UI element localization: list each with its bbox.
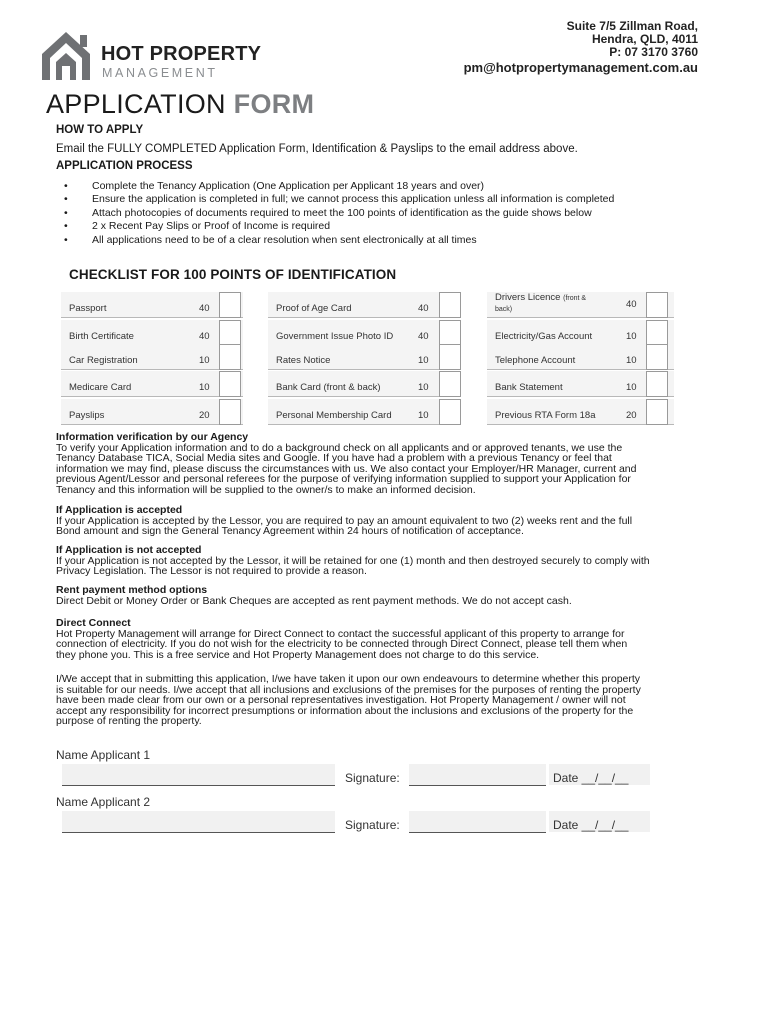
text-line: I/We accept that in submitting this application, I/we have taken it upon our own endeavours to determine whether this property [56,673,641,685]
text-line: previous Agent/Lessor and personal referees for the purpose of verifying information supplied to support your Application for [56,473,631,486]
list-item: • Ensure the application is completed in full; we cannot process this application unless all information is completed [64,193,744,206]
id-document-label [495,293,586,315]
checklist-row [268,320,460,346]
address-line-2: Hendra, QLD, 4011 [591,32,698,46]
verification-heading: Information verification by our Agency [56,431,249,443]
id-document-label: Payslips [69,410,105,421]
verification-section [56,432,720,496]
id-document-note: (front & [563,295,587,302]
text-line: information we may find, please discuss the circumstances with us. We also contact your Employer/HR Manager, current and [56,462,637,475]
checklist-row [268,399,460,425]
text-line: is suitable for our needs. I/we accept that all inclusions and exclusions of the premises for the purposes of renting the property [56,683,641,696]
text-line: Tenancy and this information will be supplied to the owner/s to make an informed decision. [56,483,476,496]
applicant-2-signature-field[interactable] [409,811,546,833]
direct-connect-section [56,618,720,660]
id-document-name: Drivers Licence [495,292,561,303]
id-points: 40 [418,331,429,342]
page-title [46,89,314,120]
id-document-label: Proof of Age Card [276,303,352,314]
process-list [64,180,744,247]
tick-checkbox[interactable] [439,292,461,318]
checklist-row [487,371,674,397]
title-part-1: APPLICATION [46,89,234,119]
checklist-row [268,292,460,318]
id-document-label: Medicare Card [69,382,132,393]
text-line: connection of electricity. If you do not wish for the electricity to be connected through Direct Connect, please tell them when [56,638,628,651]
id-points: 10 [418,382,429,393]
checklist-row [487,320,674,346]
list-item: • 2 x Recent Pay Slips or Proof of Income is required [64,220,744,233]
applicant-1-label: Name Applicant 1 [56,748,151,762]
house-logo-icon [42,30,96,80]
id-points: 10 [626,331,637,342]
checklist-row [487,344,674,370]
tick-checkbox[interactable] [646,371,668,397]
text-line: they phone you. This is a free service and Hot Property Management does not charge to do this service. [56,648,540,661]
id-document-label: Bank Statement [495,382,563,393]
id-points: 10 [418,410,429,421]
id-document-label: Electricity/Gas Account [495,331,593,342]
id-document-label: Car Registration [69,355,138,366]
checklist-row [487,399,674,425]
accepted-section [56,505,720,537]
checklist-row [268,344,460,370]
text-line: If your Application is not accepted by the Lessor, it will be retained for one (1) month and then destroyed securely to comply with [56,554,650,567]
id-document-label: Previous RTA Form 18a [495,410,596,421]
id-points: 10 [199,355,210,366]
id-points: 10 [626,355,637,366]
tick-checkbox[interactable] [439,399,461,425]
text-line: purpose of renting the property. [56,715,202,728]
date-label: Date __/__/__ [553,771,629,785]
phone-number: P: 07 3170 3760 [609,45,698,59]
text-line: To verify your Application information and to do a background check on all applicants and or approved tenants, we use the [56,441,623,454]
tick-checkbox[interactable] [219,292,241,318]
id-points: 40 [626,299,637,310]
text-line: have been made clear from our own or a personal representatives investigation. Hot Property Management / owner will not [56,694,626,707]
id-points: 20 [199,410,210,421]
declaration-section [56,674,720,727]
text-line: Hot Property Management will arrange for Direct Connect to contact the successful applicant of this property to arrange for [56,627,625,640]
checklist-row [61,399,243,425]
checklist-row [61,371,243,397]
signature-label: Signature: [345,818,400,832]
how-to-apply-heading: HOW TO APPLY [56,124,144,136]
title-part-2: FORM [233,89,315,119]
tick-checkbox[interactable] [219,371,241,397]
id-document-note-2: back) [495,306,513,313]
id-points: 20 [626,410,637,421]
tick-checkbox[interactable] [646,292,668,318]
brand-name: HOT PROPERTY [101,43,262,65]
checklist-row [61,344,243,370]
rent-payment-heading: Rent payment method options [56,584,208,596]
rent-payment-section [56,585,720,606]
email-address[interactable]: pm@hotpropertymanagement.com.au [463,60,698,75]
list-item: • All applications need to be of a clear resolution when sent electronically at all times [64,234,744,247]
how-to-apply-text: Email the FULLY COMPLETED Application Form, Identification & Payslips to the email address above. [56,143,578,155]
checklist-row [61,320,243,346]
list-item: • Complete the Tenancy Application (One Application per Applicant 18 years and over) [64,180,744,193]
tick-checkbox[interactable] [219,399,241,425]
id-points: 10 [199,382,210,393]
application-process-heading: APPLICATION PROCESS [56,160,193,172]
date-label: Date __/__/__ [553,818,629,832]
applicant-1-name-field[interactable] [62,764,335,786]
list-item: • Attach photocopies of documents required to meet the 100 points of identification as the guide shows below [64,207,744,220]
id-points: 40 [199,331,210,342]
id-points: 40 [199,303,210,314]
tick-checkbox[interactable] [439,320,461,346]
tick-checkbox[interactable] [439,371,461,397]
id-document-label: Personal Membership Card [276,410,392,421]
id-document-label: Birth Certificate [69,331,134,342]
text-line: Bond amount and sign the General Tenancy Agreement within 24 hours of notification of acceptance. [56,525,524,538]
text-line: Direct Debit or Money Order or Bank Cheques are accepted as rent payment methods. We do not accept cash. [56,594,572,607]
id-document-label: Telephone Account [495,355,576,366]
signature-label: Signature: [345,771,400,785]
checklist-row [61,292,243,318]
not-accepted-heading: If Application is not accepted [56,544,202,556]
direct-connect-heading: Direct Connect [56,617,131,629]
applicant-1-signature-field[interactable] [409,764,546,786]
checklist-title: CHECKLIST FOR 100 POINTS OF IDENTIFICATION [69,267,397,282]
text-line: If your Application is accepted by the Lessor, you are required to pay an amount equivalent to two (2) weeks rent and the full [56,514,633,527]
address-line-1: Suite 7/5 Zillman Road, [566,19,698,33]
id-document-label: Government Issue Photo ID [276,331,394,342]
applicant-2-name-field[interactable] [62,811,335,833]
tick-checkbox[interactable] [219,344,241,370]
text-line: Tenancy Database TICA, Social Media sites and Google. If you have had a problem with a previous Tenancy or feel that [56,452,612,465]
text-line: accept any responsibility for incorrect presumptions or information about the inclusions and exclusions of the property for the [56,704,634,717]
tick-checkbox[interactable] [219,320,241,346]
brand-subtitle: MANAGEMENT [102,66,218,80]
id-document-label: Passport [69,303,107,314]
tick-checkbox[interactable] [646,399,668,425]
id-document-label: Rates Notice [276,355,331,366]
id-document-label: Bank Card (front & back) [276,382,381,393]
contact-block [464,20,698,76]
checklist-row [268,371,460,397]
accepted-heading: If Application is accepted [56,504,183,516]
tick-checkbox[interactable] [646,320,668,346]
text-line: Privacy Legislation. The Lessor is not required to provide a reason. [56,565,367,578]
tick-checkbox[interactable] [439,344,461,370]
applicant-2-label: Name Applicant 2 [56,795,151,809]
id-points: 10 [418,355,429,366]
tick-checkbox[interactable] [646,344,668,370]
id-points: 10 [626,382,637,393]
checklist-row [487,292,674,318]
not-accepted-section [56,545,720,577]
id-points: 40 [418,303,429,314]
